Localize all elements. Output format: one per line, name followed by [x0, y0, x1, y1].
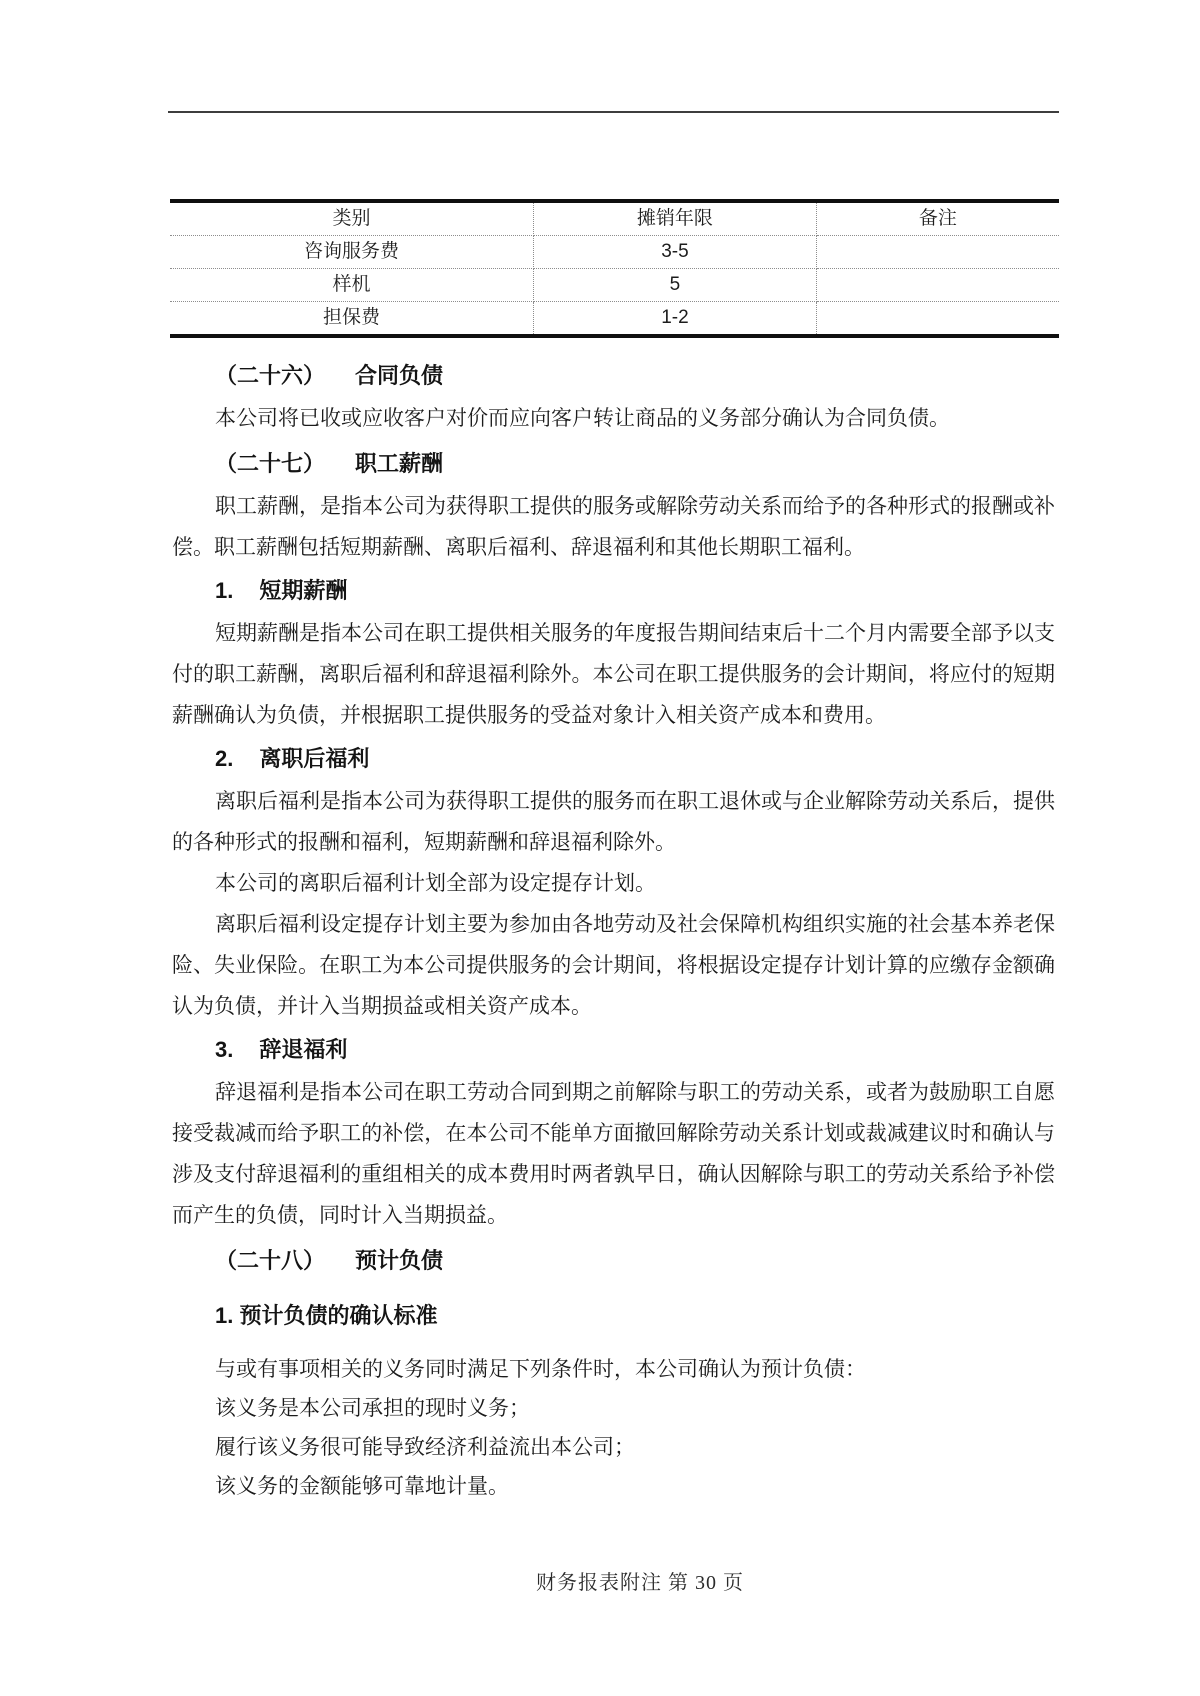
clause: 与或有事项相关的义务同时满足下列条件时，本公司确认为预计负债： — [215, 1357, 866, 1381]
sub-heading — [172, 570, 1055, 611]
note-cell — [816, 236, 1059, 269]
amortization-table — [170, 199, 1059, 338]
heading-title: 合同负债 — [355, 363, 444, 388]
section-heading — [172, 1240, 1055, 1281]
heading-number: （二十六） — [215, 363, 326, 388]
column-header: 摊销年限 — [534, 201, 817, 236]
table-row — [170, 302, 1059, 337]
section-heading — [172, 355, 1055, 396]
table-body — [170, 236, 1059, 337]
heading-title: 辞退福利 — [259, 1037, 348, 1062]
paragraph: 短期薪酬是指本公司在职工提供相关服务的年度报告期间结束后十二个月内需要全部予以支付的职工薪酬，离职后福利和辞退福利除外。本公司在职工提供服务的会计期间，将应付的短期薪酬确认为负债，并根据职工提供服务的受益对象计入相关资产成本和费用。 — [172, 621, 1055, 727]
document-body — [172, 341, 1055, 1506]
heading-title: 职工薪酬 — [355, 451, 444, 476]
heading-number: 3. — [215, 1037, 234, 1062]
heading-number: （二十八） — [215, 1248, 326, 1273]
page-footer: 财务报表附注 第 30 页 — [536, 1572, 744, 1594]
sub-heading — [172, 738, 1055, 779]
table-header-row — [170, 201, 1059, 236]
heading-title: 预计负债 — [355, 1248, 444, 1273]
bold-heading: 1. 预计负债的确认标准 — [215, 1303, 438, 1328]
clause: 履行该义务很可能导致经济利益流出本公司； — [215, 1435, 635, 1459]
heading-number: 2. — [215, 746, 234, 771]
paragraph: 本公司将已收或应收客户对价而应向客户转让商品的义务部分确认为合同负债。 — [215, 406, 950, 430]
clause: 该义务的金额能够可靠地计量。 — [215, 1474, 509, 1498]
paragraph: 辞退福利是指本公司在职工劳动合同到期之前解除与职工的劳动关系，或者为鼓励职工自愿接受裁减而给予职工的补偿，在本公司不能单方面撤回解除劳动关系计划或裁减建议时和确认与涉及支付辞退福利的重组相关的成本费用时两者孰早日，确认因解除与职工的劳动关系给予补偿而产生的负债，同时计入当期损益。 — [172, 1080, 1055, 1227]
years-cell: 5 — [534, 269, 817, 302]
category-cell: 样机 — [170, 269, 534, 302]
column-header: 备注 — [816, 201, 1059, 236]
heading-number: 1. — [215, 578, 234, 603]
category-cell: 咨询服务费 — [170, 236, 534, 269]
note-cell — [816, 269, 1059, 302]
note-cell — [816, 302, 1059, 337]
section-heading — [172, 443, 1055, 484]
paragraph: 职工薪酬，是指本公司为获得职工提供的服务或解除劳动关系而给予的各种形式的报酬或补偿。职工薪酬包括短期薪酬、离职后福利、辞退福利和其他长期职工福利。 — [172, 494, 1055, 559]
clause: 该义务是本公司承担的现时义务； — [215, 1396, 530, 1420]
category-cell: 担保费 — [170, 302, 534, 337]
heading-number: （二十七） — [215, 451, 326, 476]
column-header: 类别 — [170, 201, 534, 236]
paragraph: 离职后福利设定提存计划主要为参加由各地劳动及社会保障机构组织实施的社会基本养老保险、失业保险。在职工为本公司提供服务的会计期间，将根据设定提存计划计算的应缴存金额确认为负债，并计入当期损益或相关资产成本。 — [172, 912, 1055, 1018]
heading-title: 短期薪酬 — [259, 578, 348, 603]
paragraph: 本公司的离职后福利计划全部为设定提存计划。 — [215, 871, 656, 895]
years-cell: 1-2 — [534, 302, 817, 337]
sub-heading — [172, 1029, 1055, 1070]
header-rule — [168, 111, 1059, 113]
table-row — [170, 269, 1059, 302]
paragraph: 离职后福利是指本公司为获得职工提供的服务而在职工退休或与企业解除劳动关系后，提供的各种形式的报酬和福利，短期薪酬和辞退福利除外。 — [172, 789, 1055, 854]
table-row — [170, 236, 1059, 269]
heading-title: 离职后福利 — [259, 746, 370, 771]
years-cell: 3-5 — [534, 236, 817, 269]
